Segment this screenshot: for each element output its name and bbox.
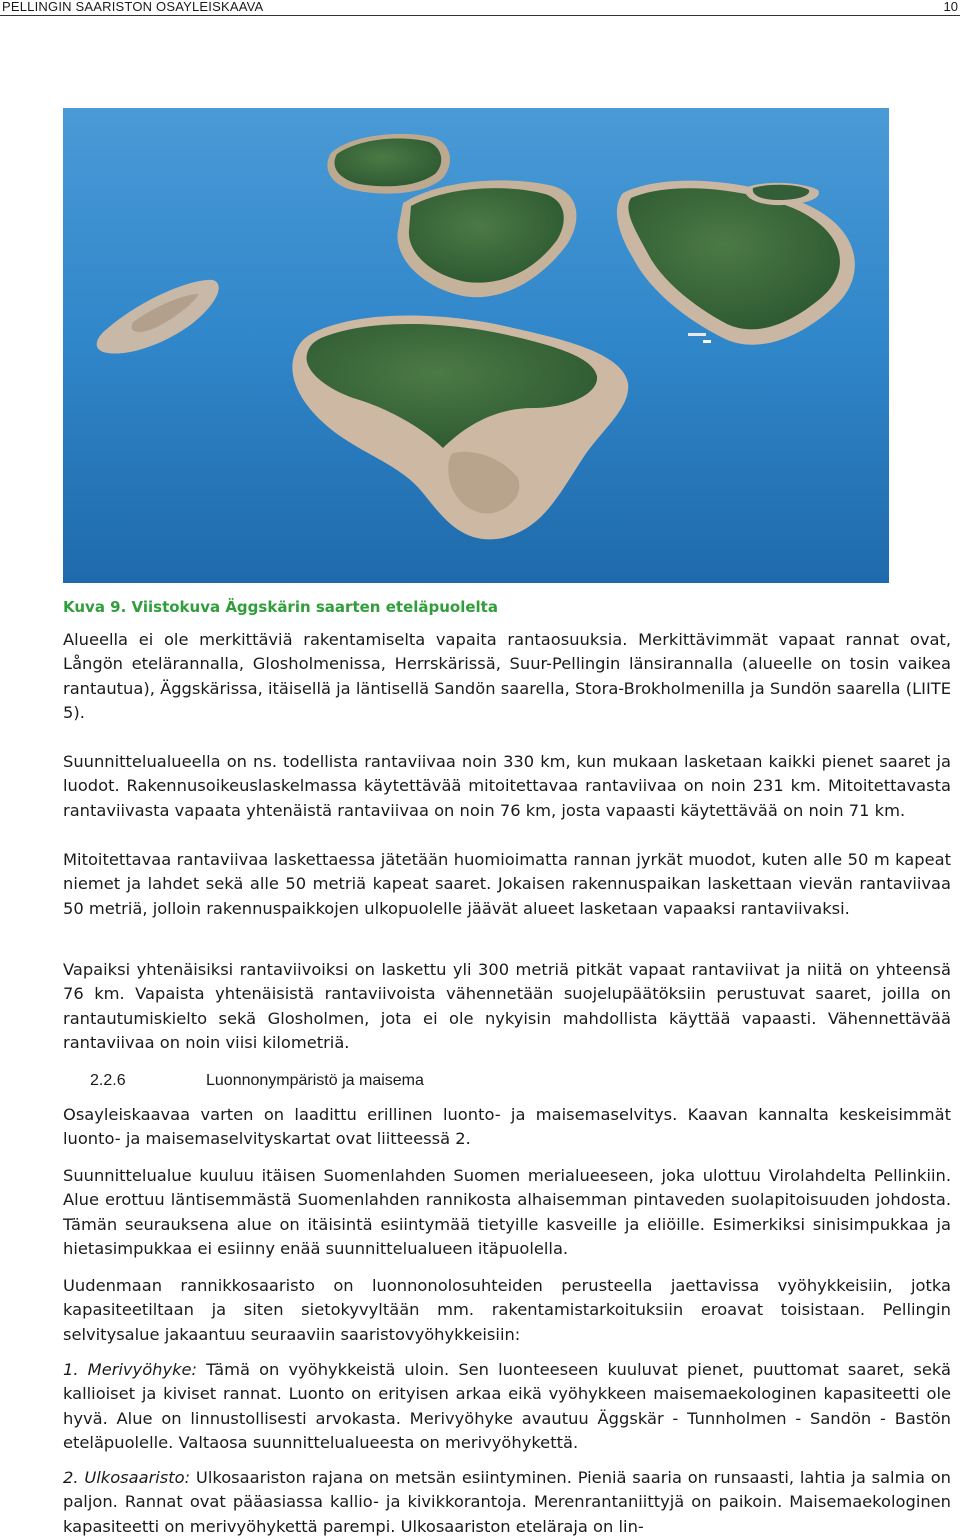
list-item — [63, 1466, 951, 1539]
running-header — [0, 0, 960, 14]
page-number: 10 — [943, 0, 958, 14]
paragraph-shoreline-length: Suunnittelualueella on ns. todellista rantaviivaa noin 330 km, kun mukaan lasketaan kaikki pienet saaret ja luodot. Rakennusoikeuslaskelmassa käytettävää mitoitettavaa rantaviivaa on noin 231 km. Mitoitettavasta rantaviivasta vapaata yhtenäistä rantaviivaa on noin 76 km, josta vapaasti käytettävää on noin 71 km. — [63, 752, 951, 820]
list-item — [63, 1358, 951, 1456]
body-paragraph — [63, 958, 951, 1056]
paragraph-continuous-shoreline: Vapaiksi yhtenäisiksi rantaviivoiksi on laskettu yli 300 metriä pitkät vapaat rantaviivat ja niitä on yhteensä 76 km. Vapaista yhtenäisistä rantaviivoista vähennetään suojelupäätöksiin perustuvat saaret, joilla on rantautumiskielto sekä Glosholmen, jota ei ole nykyisin mahdollista käyttää vapaasti. Vähennettävää rantaviivaa on noin viisi kilometriä. — [63, 960, 951, 1053]
boat — [703, 340, 711, 343]
aerial-photo-illustration — [63, 108, 889, 583]
body-paragraph — [63, 750, 951, 823]
figure-caption: Kuva 9. Viistokuva Äggskärin saarten eteläpuolelta — [63, 598, 498, 616]
section-title: Luonnonympäristö ja maisema — [206, 1072, 424, 1089]
list-text: Ulkosaariston rajana on metsän esiintyminen. Pieniä saaria on runsaasti, lahtia ja salmia on paljon. Rannat ovat pääasiassa kallio- ja kivikkorantoja. Merenrantaniittyjä on paikoin. Maisemaekologinen kapasiteetti on merivyöhykettä parempi. Ulkosaariston eteläraja on lin- — [63, 1468, 951, 1536]
list-text: Tämä on vyöhykkeistä uloin. Sen luonteeseen kuuluvat pienet, puuttomat saaret, sekä kallioiset ja kiviset rannat. Luonto on erityisen arkaa eikä vyöhykkeen maisemaekologinen kapasiteetti ole hyvä. Alue on linnustollisesti arvokasta. Merivyöhyke avautuu Äggskär - Tunnholmen - Sandön - Bastön eteläpuolelle. Valtaosa suunnittelualueesta on merivyöhykettä. — [63, 1360, 951, 1453]
paragraph-survey: Osayleiskaavaa varten on laadittu erillinen luonto- ja maisemaselvitys. Kaavan kannalta keskeisimmät luonto- ja maisemaselvityskartat ovat liitteessä 2. — [63, 1105, 951, 1149]
section-heading — [90, 1070, 950, 1092]
body-paragraph — [63, 848, 951, 921]
header-rule — [0, 15, 960, 16]
jetty — [688, 333, 706, 336]
body-paragraph — [63, 1103, 951, 1152]
section-number: 2.2.6 — [90, 1072, 126, 1089]
paragraph-sea-area: Suunnittelualue kuuluu itäisen Suomenlahden Suomen merialueeseen, joka ulottuu Virolahdelta Pellinkiin. Alue erottuu läntisemmästä Suomenlahden rannikosta alhaisemman pintaveden suolapitoisuuden johdosta. Tämän seurauksena alue on itäisintä esiintymää tietyille kasveille ja eliöille. Esimerkiksi sinisimpukkaa ja hietasimpukkaa ei esiinny enää suunnittelualueen itäpuolella. — [63, 1166, 951, 1259]
list-marker: 2. — [63, 1468, 79, 1487]
list-label: Ulkosaaristo: — [84, 1468, 191, 1487]
paragraph-free-shores: Alueella ei ole merkittäviä rakentamiselta vapaita rantaosuuksia. Merkittävimmät vapaat rannat ovat, Långön etelärannalla, Glosholmenissa, Herrskärissä, Suur-Pellingin länsirannalla (alueelle on tosin vaikea rantautua), Äggskärissa, itäisellä ja läntisellä Sandön saarella, Stora-Brokholmenilla ja Sundön saarella (LIITE 5). — [63, 630, 951, 723]
body-paragraph — [63, 628, 951, 726]
aerial-photo — [63, 108, 889, 583]
list-marker: 1. — [63, 1360, 79, 1379]
body-paragraph — [63, 1164, 951, 1262]
body-paragraph — [63, 1274, 951, 1347]
document-title: PELLINGIN SAARISTON OSAYLEISKAAVA — [2, 0, 264, 14]
paragraph-zones-intro: Uudenmaan rannikkosaaristo on luonnonolosuhteiden perusteella jaettavissa vyöhykkeisiin, jotka kapasiteetiltaan ja siten sietokyvyltään mm. rakentamistarkoituksiin eroavat toisistaan. Pellingin selvitysalue jakaantuu seuraaviin saaristovyöhykkeisiin: — [63, 1276, 951, 1344]
list-label: Merivyöhyke: — [87, 1360, 198, 1379]
paragraph-measured-shoreline: Mitoitettavaa rantaviivaa laskettaessa jätetään huomioimatta rannan jyrkät muodot, kuten alle 50 m kapeat niemet ja lahdet sekä alle 50 metriä kapeat saaret. Jokaisen rakennuspaikan laskettaan vievän rantaviivaa 50 metriä, jolloin rakennuspaikkojen ulkopuolelle jäävät alueet lasketaan vapaaksi rantaviivaksi. — [63, 850, 951, 918]
